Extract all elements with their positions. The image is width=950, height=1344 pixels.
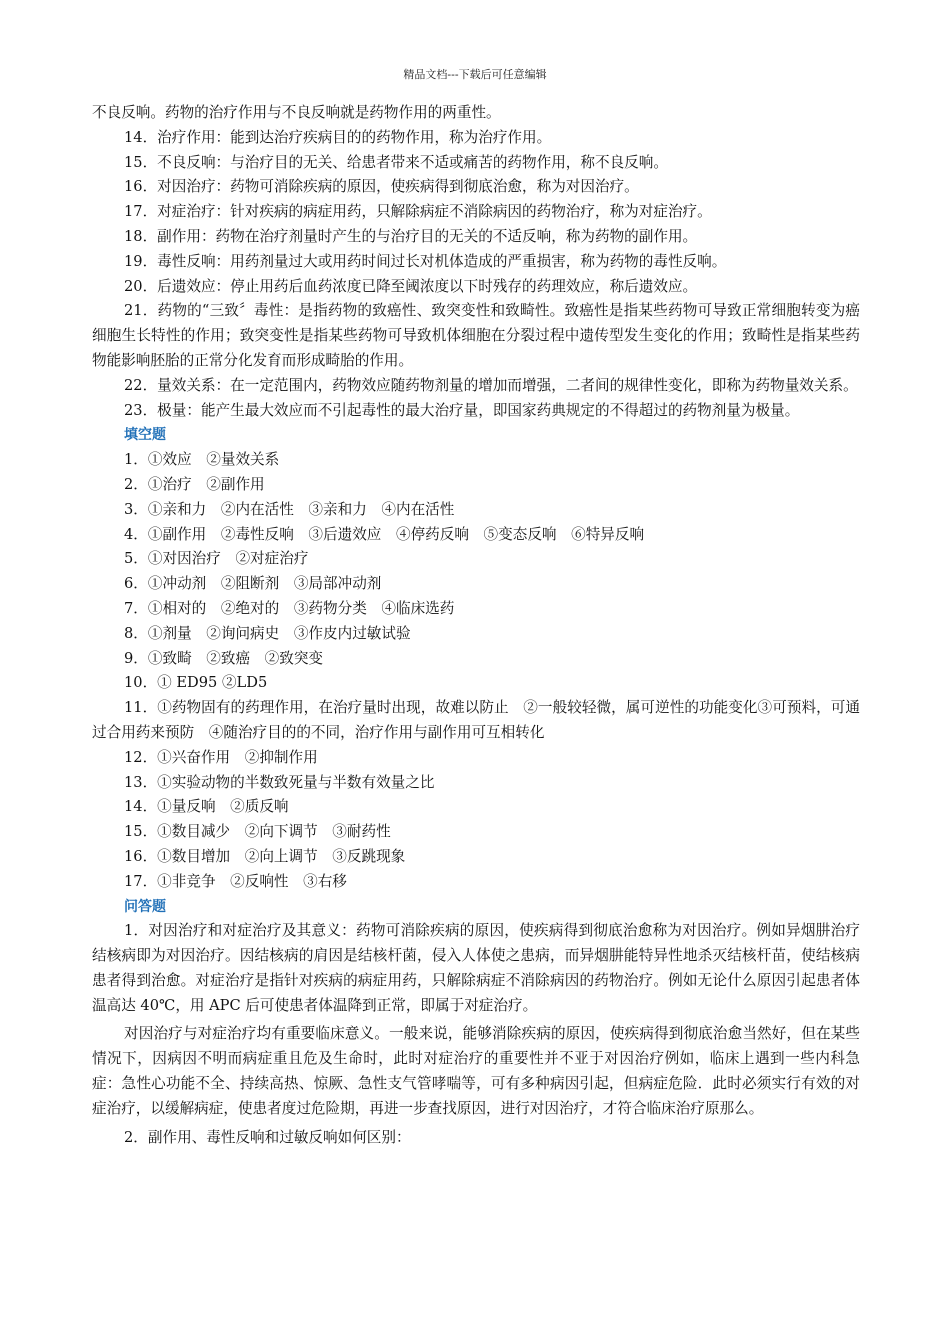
qa-section bbox=[92, 919, 860, 1150]
definition-item: 14．治疗作用：能到达治疗疾病目的的药物作用，称为治疗作用。 bbox=[124, 128, 552, 146]
definition-item: 17．对症治疗：针对疾病的病症用药，只解除病症不消除病因的药物治疗，称为对症治疗。 bbox=[124, 203, 712, 221]
fill-in-heading: 填空题 bbox=[124, 427, 166, 444]
fill-in-answer: 8．①剂量 ②询问病史 ③作皮内过敏试验 bbox=[124, 624, 411, 642]
definition-item: 20．后遗效应：停止用药后血药浓度已降至阈浓度以下时残存的药理效应，称后遗效应。 bbox=[124, 277, 698, 295]
definition-item: 15．不良反响：与治疗目的无关、给患者带来不适或痛苦的药物作用，称不良反响。 bbox=[124, 153, 668, 171]
fill-in-answer: 4．①副作用 ②毒性反响 ③后遗效应 ④停药反响 ⑤变态反响 ⑥特异反响 bbox=[124, 525, 645, 543]
fill-in-answer: 15．①数目减少 ②向下调节 ③耐药性 bbox=[124, 823, 391, 841]
definition-item: 16．对因治疗：药物可消除疾病的原因，使疾病得到彻底治愈，称为对因治疗。 bbox=[124, 178, 639, 196]
definition-list bbox=[92, 126, 860, 424]
fill-in-answer-list bbox=[92, 448, 860, 894]
fill-in-answer: 11．①药物固有的药理作用，在治疗量时出现，故难以防止 ②一般较轻微，属可逆性的功能变化③可预料，可通过合用药来预防 ④随治疗目的的不同，治疗作用与副作用可互相转化 bbox=[92, 699, 860, 741]
fill-in-answer: 14．①量反响 ②质反响 bbox=[124, 798, 289, 816]
qa-heading: 问答题 bbox=[124, 898, 166, 915]
page-header: 精品文档---下载后可任意编辑 bbox=[403, 68, 547, 81]
qa-paragraph: 2．副作用、毒性反响和过敏反响如何区别： bbox=[124, 1128, 411, 1146]
definition-item: 18．副作用：药物在治疗剂量时产生的与治疗目的无关的不适反响，称为药物的副作用。 bbox=[124, 227, 698, 245]
definition-item: 22．量效关系：在一定范围内，药物效应随药物剂量的增加而增强，二者间的规律性变化，即称为药物量效关系。 bbox=[124, 376, 858, 394]
fill-in-answer: 17．①非竞争 ②反响性 ③右移 bbox=[124, 872, 347, 890]
fill-in-answer: 2．①治疗 ②副作用 bbox=[124, 475, 265, 493]
fill-in-answer: 9．①致畸 ②致癌 ②致突变 bbox=[124, 649, 324, 667]
continuation-paragraph: 不良反响。药物的治疗作用与不良反响就是药物作用的两重性。 bbox=[92, 104, 501, 121]
definition-item: 23．极量：能产生最大效应而不引起毒性的最大治疗量，即国家药典规定的不得超过的药物剂量为极量。 bbox=[124, 401, 800, 419]
qa-paragraph: 1．对因治疗和对症治疗及其意义：药物可消除疾病的原因，使疾病得到彻底治愈称为对因治疗。例如异烟肼治疗结核病即为对因治疗。因结核病的肩因是结核杆菌，侵入人体使之患病，而异烟肼能特异性地杀灭结核杆苗，使结核病患者得到治愈。对症治疗是指针对疾病的病症用药，只解除病症不消除病因的药物治疗。例如无论什么原因引起患者体温高达 40℃，用 APC 后可使患者体温降到正常，即属于对症治疗。 bbox=[92, 922, 860, 1014]
qa-paragraph: 对因治疗与对症治疗均有重要临床意义。一般来说，能够消除疾病的原因，使疾病得到彻底治愈当然好，但在某些情况下，因病因不明而病症重且危及生命时，此时对症治疗的重要性并不亚于对因治疗例如，临床上遇到一些内科急症：急性心功能不全、持续高热、惊厥、急性支气管哮喘等，可有多种病因引起，但病症危险．此时必须实行有效的对症治疗，以缓解病症，使患者度过危险期，再进一步查找原因，进行对因治疗，才符合临床治疗原那么。 bbox=[92, 1025, 860, 1117]
fill-in-answer: 1．①效应 ②量效关系 bbox=[124, 451, 280, 469]
fill-in-answer: 13．①实验动物的半数致死量与半数有效量之比 bbox=[124, 773, 435, 791]
document-body bbox=[92, 101, 860, 1150]
fill-in-answer: 10．① ED95 ②LD5 bbox=[124, 674, 268, 692]
fill-in-answer: 3．①亲和力 ②内在活性 ③亲和力 ④内在活性 bbox=[124, 500, 455, 518]
fill-in-answer: 7．①相对的 ②绝对的 ③药物分类 ④临床选药 bbox=[124, 599, 455, 617]
definition-item: 21．药物的“三致〞毒性：是指药物的致癌性、致突变性和致畸性。致癌性是指某些药物可导致正常细胞转变为癌细胞生长特性的作用；致突变性是指某些药物可导致机体细胞在分裂过程中遗传型发生变化的作用；致畸性是指某些药物能影响胚胎的正常分化发育而形成畸胎的作用。 bbox=[92, 302, 860, 369]
fill-in-answer: 12．①兴奋作用 ②抑制作用 bbox=[124, 748, 318, 766]
definition-item: 19．毒性反响：用药剂量过大或用药时间过长对机体造成的严重损害，称为药物的毒性反响。 bbox=[124, 252, 727, 270]
fill-in-answer: 16．①数目增加 ②向上调节 ③反跳现象 bbox=[124, 847, 406, 865]
fill-in-answer: 5．①对因治疗 ②对症治疗 bbox=[124, 550, 309, 568]
fill-in-answer: 6．①冲动剂 ②阻断剂 ③局部冲动剂 bbox=[124, 575, 382, 593]
